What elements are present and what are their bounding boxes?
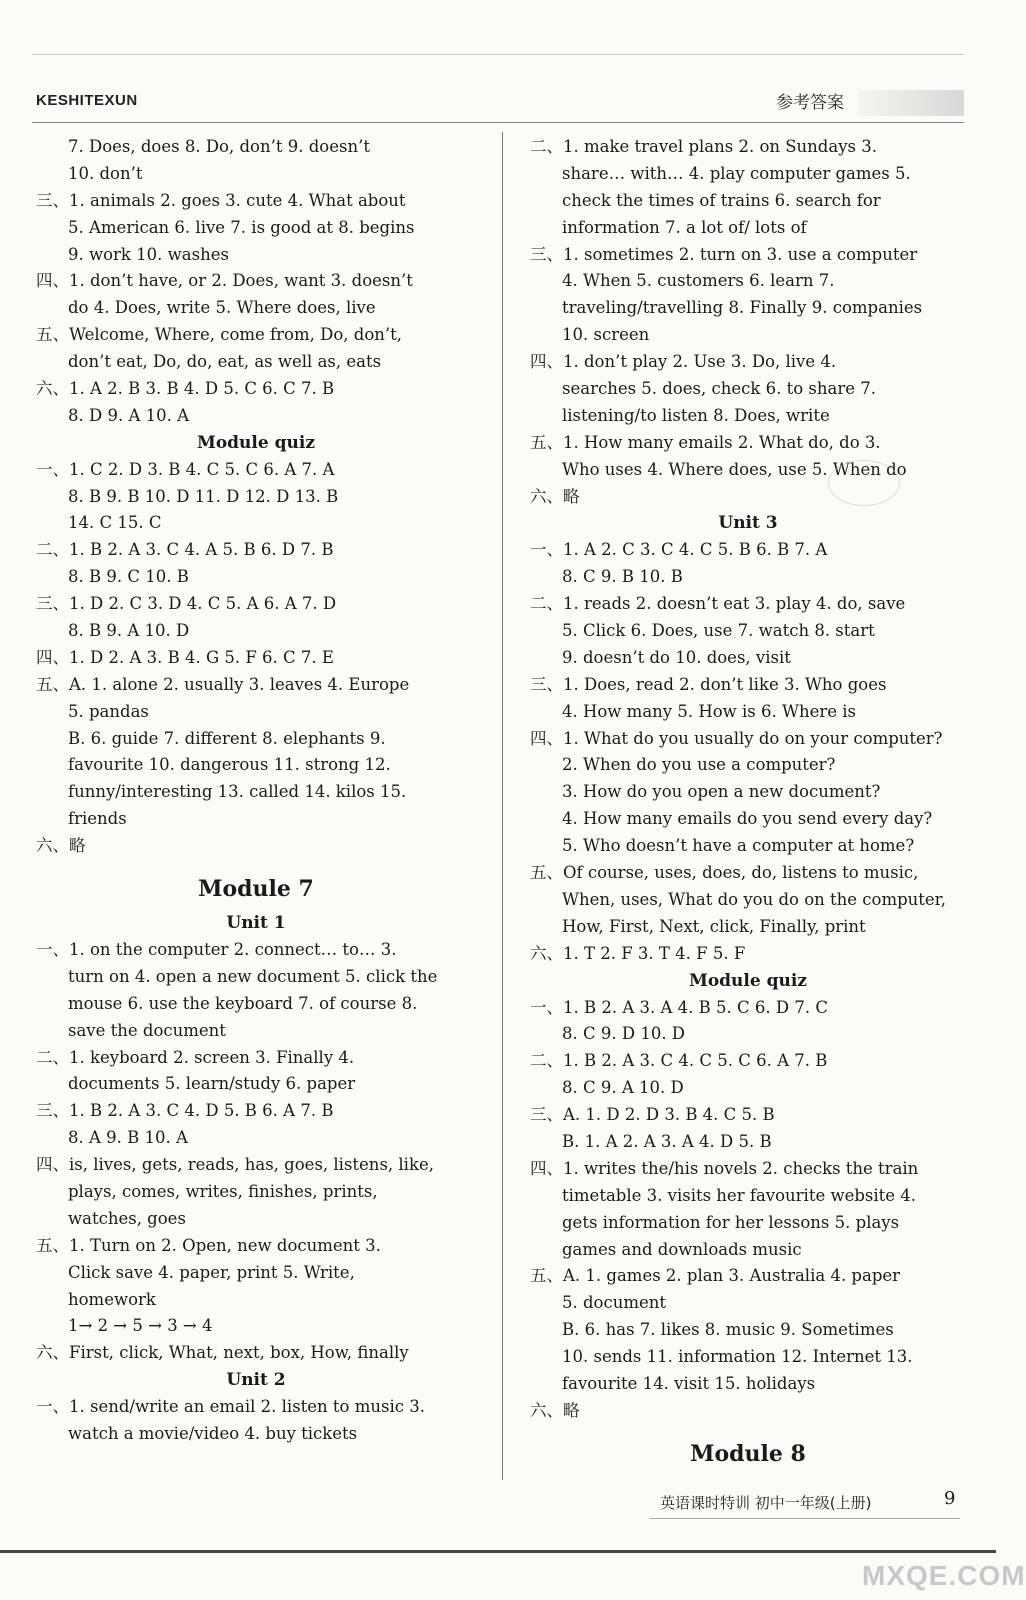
answer-line: 8. C 9. B 10. B [562, 567, 683, 587]
stamp-mark [828, 460, 900, 506]
answer-line: 8. C 9. D 10. D [562, 1024, 686, 1044]
answer-line: 8. C 9. A 10. D [562, 1078, 684, 1098]
watermark: MXQE.COM [862, 1560, 1026, 1591]
answer-line: check the times of trains 6. search for [562, 190, 881, 210]
answer-line: turn on 4. open a new document 5. click the [68, 966, 438, 986]
unit-heading: Module quiz [197, 432, 315, 453]
module-heading: Module 8 [690, 1440, 806, 1467]
column-divider [502, 132, 503, 1480]
answer-line: 五、A. 1. alone 2. usually 3. leaves 4. Europe [36, 674, 410, 694]
bottom-rule [0, 1550, 996, 1553]
answer-line: 14. C 15. C [68, 513, 162, 533]
answer-line: 三、1. animals 2. goes 3. cute 4. What about [36, 190, 406, 210]
answer-line: 8. B 9. B 10. D 11. D 12. D 13. B [68, 486, 339, 506]
unit-heading: Unit 2 [226, 1370, 286, 1391]
answer-line: 四、1. don’t play 2. Use 3. Do, live 4. [530, 352, 837, 372]
footer-rule [650, 1518, 960, 1519]
unit-heading: Module quiz [689, 970, 807, 991]
header-top-rule [32, 54, 964, 55]
unit-heading: Unit 1 [226, 913, 286, 934]
answer-line: Who uses 4. Where does, use 5. When do [562, 459, 907, 479]
answer-line: 4. When 5. customers 6. learn 7. [562, 271, 835, 291]
answer-line: 5. American 6. live 7. is good at 8. begins [68, 217, 415, 237]
answer-line: 六、First, click, What, next, box, How, finally [36, 1343, 409, 1363]
answer-line: 8. A 9. B 10. A [68, 1128, 188, 1148]
answer-line: 二、1. B 2. A 3. C 4. C 5. C 6. A 7. B [530, 1051, 828, 1071]
answer-line: 三、1. sometimes 2. turn on 3. use a computer [530, 244, 918, 264]
answer-line: 三、A. 1. D 2. D 3. B 4. C 5. B [530, 1105, 775, 1125]
answer-line: 三、1. B 2. A 3. C 4. D 5. B 6. A 7. B [36, 1101, 334, 1121]
answer-line: 四、1. What do you usually do on your computer? [530, 728, 943, 748]
answer-line: 10. screen [562, 325, 650, 345]
answer-line: 7. Does, does 8. Do, don’t 9. doesn’t [68, 137, 370, 156]
answer-line: 六、略 [36, 836, 86, 856]
header-rule [32, 122, 964, 123]
answer-line: 5. Click 6. Does, use 7. watch 8. start [562, 621, 875, 641]
answer-line: 一、1. B 2. A 3. A 4. B 5. C 6. D 7. C [530, 997, 828, 1017]
answer-line: 一、1. on the computer 2. connect… to… 3. [36, 939, 397, 959]
answer-line: 9. work 10. washes [68, 244, 229, 264]
answer-line: 六、略 [530, 1400, 580, 1420]
answer-line: watches, goes [68, 1208, 186, 1228]
answer-line: searches 5. does, check 6. to share 7. [562, 379, 876, 399]
answer-line: games and downloads music [562, 1239, 802, 1259]
answer-line: 一、1. C 2. D 3. B 4. C 5. C 6. A 7. A [36, 459, 335, 479]
answer-line: 五、Welcome, Where, come from, Do, don’t, [36, 325, 403, 345]
answer-line: B. 6. guide 7. different 8. elephants 9. [68, 728, 386, 748]
answer-line: 五、1. How many emails 2. What do, do 3. [530, 432, 881, 452]
answer-line: 五、A. 1. games 2. plan 3. Australia 4. paper [530, 1266, 901, 1286]
section-title: 参考答案 [776, 93, 844, 113]
answer-line: friends [68, 809, 127, 829]
answer-line: documents 5. learn/study 6. paper [68, 1074, 356, 1094]
answer-line: 1→ 2 → 5 → 3 → 4 [68, 1316, 213, 1336]
answer-line: 一、1. send/write an email 2. listen to music 3. [36, 1397, 425, 1417]
answer-line: B. 1. A 2. A 3. A 4. D 5. B [562, 1131, 772, 1151]
answer-line: 四、1. D 2. A 3. B 4. G 5. F 6. C 7. E [36, 647, 334, 667]
answer-line: 四、is, lives, gets, reads, has, goes, listens, like, [36, 1155, 434, 1175]
answer-line: 一、1. A 2. C 3. C 4. C 5. B 6. B 7. A [530, 540, 828, 560]
answer-line: 三、1. Does, read 2. don’t like 3. Who goes [530, 674, 887, 694]
answer-line: homework [68, 1289, 156, 1309]
right-column [530, 134, 966, 1475]
answer-line: 六、1. T 2. F 3. T 4. F 5. F [530, 943, 746, 963]
answer-line: 二、1. B 2. A 3. C 4. A 5. B 6. D 7. B [36, 540, 334, 560]
answer-line: 8. B 9. A 10. D [68, 621, 190, 641]
page-number: 9 [944, 1488, 956, 1509]
answer-line: timetable 3. visits her favourite website 4. [562, 1185, 917, 1205]
answer-line: 六、1. A 2. B 3. B 4. D 5. C 6. C 7. B [36, 379, 335, 399]
answer-line: 2. When do you use a computer? [562, 755, 836, 775]
answer-line: How, First, Next, click, Finally, print [562, 916, 866, 936]
answer-line: 四、1. writes the/his novels 2. checks the train [530, 1158, 919, 1178]
answer-line: 三、1. D 2. C 3. D 4. C 5. A 6. A 7. D [36, 594, 337, 614]
answer-line: save the document [68, 1020, 226, 1040]
answer-line: funny/interesting 13. called 14. kilos 15. [68, 782, 407, 802]
answer-line: 四、1. don’t have, or 2. Does, want 3. doesn’t [36, 271, 413, 291]
answer-line: 9. doesn’t do 10. does, visit [562, 647, 791, 667]
answer-line: do 4. Does, write 5. Where does, live [68, 298, 376, 318]
answer-line: 3. How do you open a new document? [562, 782, 881, 802]
answer-line: B. 6. has 7. likes 8. music 9. Sometimes [562, 1320, 894, 1340]
answer-line: Click save 4. paper, print 5. Write, [68, 1262, 355, 1282]
answer-line: watch a movie/video 4. buy tickets [68, 1423, 358, 1443]
answer-line: 5. document [562, 1293, 667, 1313]
answer-line: 二、1. make travel plans 2. on Sundays 3. [530, 137, 877, 156]
answer-line: listening/to listen 8. Does, write [562, 405, 830, 425]
answer-line: 二、1. keyboard 2. screen 3. Finally 4. [36, 1047, 355, 1067]
footer-book-title: 英语课时特训 初中一年级(上册) [660, 1494, 872, 1512]
answer-line: 5. Who doesn’t have a computer at home? [562, 836, 915, 856]
answer-line: traveling/travelling 8. Finally 9. companies [562, 298, 923, 318]
answer-line: 5. pandas [68, 701, 149, 721]
brand-name: KESHITEXUN [36, 92, 138, 109]
answer-line: 4. How many emails do you send every day? [562, 809, 933, 829]
answer-line: don’t eat, Do, do, eat, as well as, eats [68, 352, 382, 372]
answer-line: When, uses, What do you do on the computer, [562, 889, 946, 909]
answer-line: 五、1. Turn on 2. Open, new document 3. [36, 1235, 381, 1255]
answer-line: 8. B 9. C 10. B [68, 567, 189, 587]
answer-line: gets information for her lessons 5. plays [562, 1212, 900, 1232]
module-heading: Module 7 [198, 876, 314, 903]
left-column [36, 134, 476, 1448]
answer-line: favourite 14. visit 15. holidays [562, 1373, 816, 1393]
answer-line: 二、1. reads 2. doesn’t eat 3. play 4. do, save [530, 594, 906, 614]
header-decoration [858, 90, 964, 116]
answer-line: 4. How many 5. How is 6. Where is [562, 701, 857, 721]
answer-line: 五、Of course, uses, does, do, listens to music, [530, 863, 919, 883]
answer-line: favourite 10. dangerous 11. strong 12. [68, 755, 391, 775]
answer-line: 8. D 9. A 10. A [68, 405, 190, 425]
answer-line: information 7. a lot of/ lots of [562, 217, 807, 237]
answer-line: 10. sends 11. information 12. Internet 13. [562, 1347, 913, 1367]
answer-line: plays, comes, writes, finishes, prints, [68, 1181, 378, 1201]
answer-line: mouse 6. use the keyboard 7. of course 8. [68, 993, 418, 1013]
answer-line: share… with… 4. play computer games 5. [562, 163, 911, 183]
unit-heading: Unit 3 [718, 513, 778, 534]
answer-line: 六、略 [530, 486, 580, 506]
answer-line: 10. don’t [68, 163, 143, 183]
